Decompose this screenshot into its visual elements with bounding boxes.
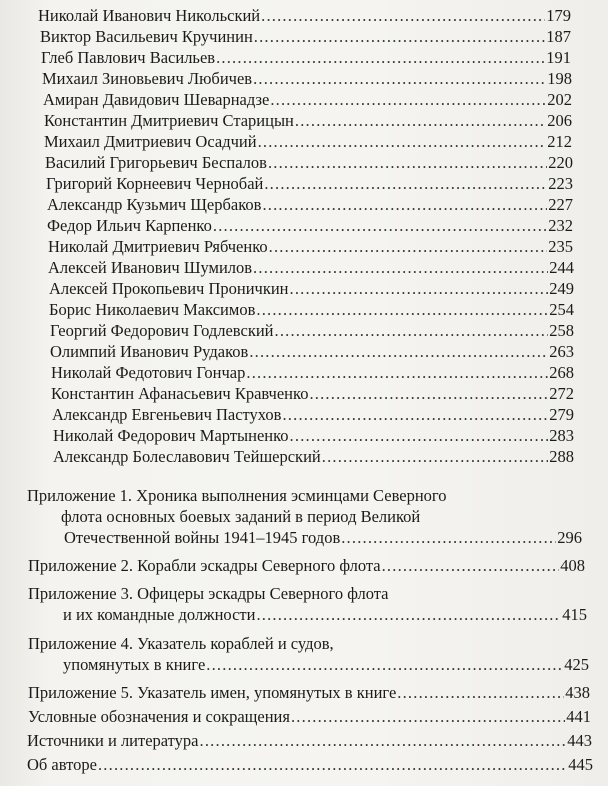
toc-entry [38,6,571,26]
toc-entry [40,27,571,47]
toc-entry-page: 258 [549,321,574,340]
leader-dots [200,731,567,751]
leader-dots [98,755,567,775]
leader-dots [262,195,547,215]
leader-dots [256,300,548,320]
toc-entry-title: Василий Григорьевич Беспалов [45,153,267,172]
appendix-1-line-2: флота основных боевых заданий в период Великой [61,507,421,526]
toc-entry [47,195,573,215]
toc-entry-title: Приложение 5. Указатель имен, упомянутых в книге [28,683,397,702]
leader-dots [290,426,549,446]
appendix-3-entry [63,605,587,625]
toc-entry [49,279,574,299]
appendix-5-entry [28,683,590,703]
leader-dots [216,48,545,68]
toc-entry [48,258,574,278]
toc-entry-title: Михаил Зиновьевич Любичев [42,69,253,88]
toc-entry-title: Николай Федорович Мартыненко [53,426,289,445]
toc-entry-page: 438 [565,683,590,702]
toc-entry-page: 220 [548,153,573,172]
toc-entry-page: 415 [562,605,587,624]
about-author-entry [27,755,593,775]
appendix-1-entry [64,528,582,548]
toc-entry-title: и их командные должности [63,605,256,624]
toc-entry-title: упомянутых в книге [63,655,206,674]
toc-entry-page: 227 [548,195,573,214]
toc-entry-title: Амиран Давидович Шеварнадзе [43,90,270,109]
toc-entry-page: 223 [548,174,573,193]
leader-dots [256,605,561,625]
toc-entry-page: 191 [546,48,571,67]
appendix-2-entry [28,556,585,576]
leader-dots [254,27,545,47]
toc-entry-page: 232 [548,216,573,235]
toc-entry-title: Александр Болеславович Тейшерский [53,447,321,466]
toc-entry-title: Отечественной войны 1941–1945 годов [64,528,341,547]
leader-dots [270,90,546,110]
toc-entry-page: 268 [549,363,574,382]
toc-entry-title: Константин Дмитриевич Старицын [44,111,294,130]
toc-entry [49,300,574,320]
toc-entry-title: Григорий Корнеевич Чернобай [46,174,264,193]
leader-dots [290,279,549,299]
toc-entry-page: 212 [547,132,572,151]
toc-entry [53,426,574,446]
toc-entry-page: 288 [549,447,574,466]
toc-entry [52,405,574,425]
toc-entry-page: 198 [547,69,572,88]
appendix-3-line-1: Приложение 3. Офицеры эскадры Северного флота [28,584,389,603]
toc-entry-title: Алексей Прокопьевич Проничкин [49,279,289,298]
toc-entry-title: Михаил Дмитриевич Осадчий [44,132,257,151]
toc-entry [44,132,572,152]
toc-entry-title: Олимпий Иванович Рудаков [50,342,249,361]
toc-entry-page: 254 [549,300,574,319]
leader-dots [249,342,548,362]
toc-entry-title: Константин Афанасьевич Кравченко [51,384,309,403]
toc-entry-page: 179 [546,6,571,25]
leader-dots [291,707,565,727]
leader-dots [295,111,546,131]
appendix-4-entry [63,655,589,675]
toc-entry-title: Борис Николаевич Максимов [49,300,256,319]
toc-entry [42,69,572,89]
toc-entry [53,447,574,467]
toc-entry-title: Федор Ильич Карпенко [47,216,212,235]
leader-dots [341,528,556,548]
leader-dots [269,237,548,257]
toc-entry-page: 187 [546,27,571,46]
toc-entry [46,174,573,194]
leader-dots [397,683,564,703]
toc-entry-page: 445 [568,755,593,774]
sources-entry [27,731,592,751]
toc-entry-title: Алексей Иванович Шумилов [48,258,253,277]
toc-entry [41,48,571,68]
leader-dots [261,6,545,26]
toc-entry-title: Глеб Павлович Васильев [41,48,216,67]
toc-entry [43,90,572,110]
toc-entry-page: 235 [548,237,573,256]
toc-entry [47,216,573,236]
leader-dots [206,655,563,675]
toc-entry-page: 244 [549,258,574,277]
toc-entry-page: 206 [547,111,572,130]
toc-entry-title: Александр Кузьмич Щербаков [47,195,262,214]
toc-entry [51,384,574,404]
toc-entry [50,321,574,341]
toc-entry [50,342,574,362]
leader-dots [258,132,547,152]
leader-dots [264,174,547,194]
toc-entry-page: 283 [549,426,574,445]
toc-entry [51,363,574,383]
toc-entry [44,111,572,131]
appendix-4-line-1: Приложение 4. Указатель кораблей и судов, [28,634,334,653]
toc-entry-page: 249 [549,279,574,298]
toc-entry-page: 408 [560,556,585,575]
toc-entry-title: Об авторе [27,755,97,774]
toc-entry-page: 441 [566,707,591,726]
toc-entry-page: 279 [549,405,574,424]
leader-dots [322,447,549,467]
leader-dots [253,69,546,89]
toc-entry-title: Виктор Васильевич Кручинин [40,27,253,46]
toc-entry-title: Николай Иванович Никольский [38,6,261,25]
leader-dots [246,363,548,383]
toc-entry-title: Александр Евгеньевич Пастухов [52,405,282,424]
leader-dots [253,258,548,278]
toc-entry-title: Условные обозначения и сокращения [28,707,290,726]
toc-entry-page: 443 [567,731,592,750]
leader-dots [282,405,548,425]
toc-entry-title: Николай Федотович Гончар [51,363,246,382]
toc-entry-title: Георгий Федорович Годлевский [50,321,274,340]
toc-entry [48,237,573,257]
toc-entry-page: 263 [549,342,574,361]
abbreviations-entry [28,707,591,727]
leader-dots [268,153,547,173]
toc-entry-title: Николай Дмитриевич Рябченко [48,237,268,256]
leader-dots [213,216,547,236]
leader-dots [382,556,560,576]
appendix-1-line-1: Приложение 1. Хроника выполнения эсминцами Северного [27,486,447,505]
toc-entry-page: 425 [564,655,589,674]
toc-entry-title: Источники и литература [27,731,199,750]
toc-entry-page: 296 [557,528,582,547]
toc-entry [45,153,573,173]
leader-dots [309,384,548,404]
toc-entry-page: 202 [547,90,572,109]
leader-dots [275,321,549,341]
toc-entry-title: Приложение 2. Корабли эскадры Северного флота [28,556,381,575]
toc-entry-page: 272 [549,384,574,403]
